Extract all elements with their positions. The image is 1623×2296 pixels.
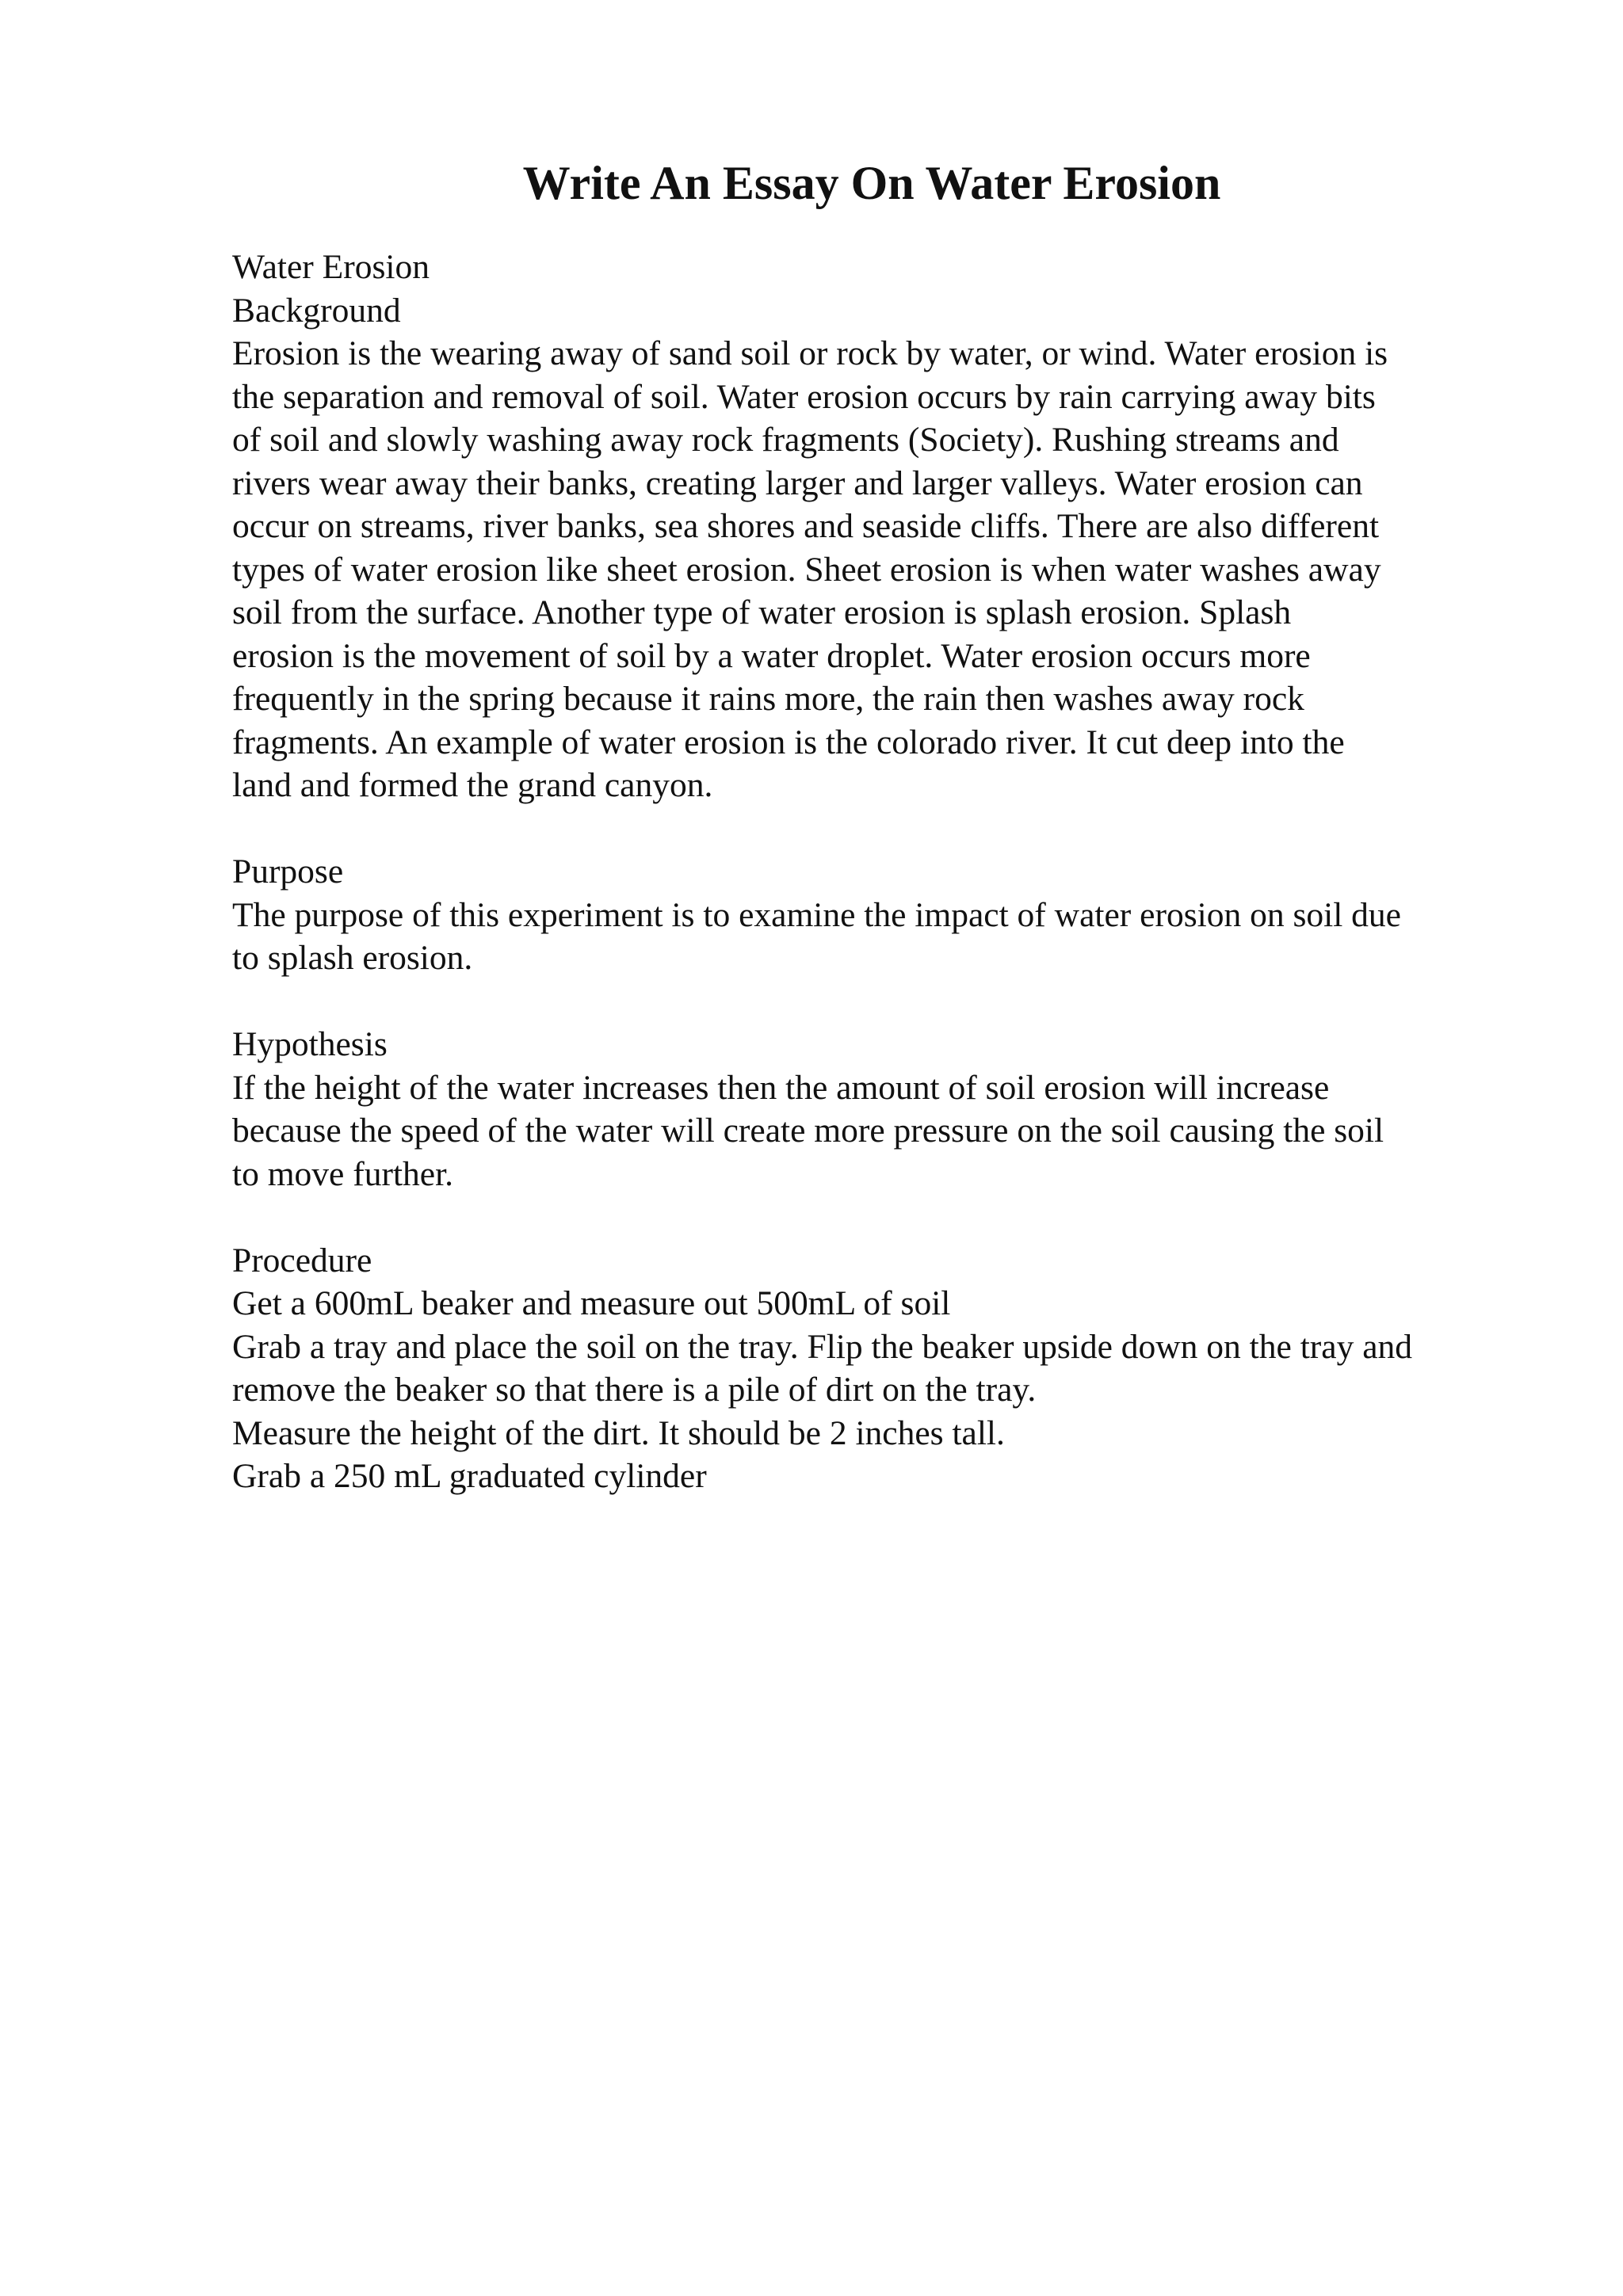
section-gap bbox=[232, 980, 1532, 1024]
paragraph-line: rivers wear away their banks, creating larger and larger valleys. Water erosion can bbox=[232, 463, 1363, 502]
paragraph-line: occur on streams, river banks, sea shores and seaside cliffs. There are also different bbox=[232, 507, 1380, 545]
paragraph-line: to move further. bbox=[232, 1154, 454, 1193]
section-gap bbox=[232, 807, 1532, 851]
section-hypothesis bbox=[232, 1023, 1532, 1196]
document-body bbox=[232, 246, 1532, 1498]
section-heading: Procedure bbox=[232, 1241, 372, 1280]
paragraph-line: because the speed of the water will create more pressure on the soil causing the soil bbox=[232, 1112, 1384, 1150]
procedure-step: remove the beaker so that there is a pile of dirt on the tray. bbox=[232, 1371, 1037, 1409]
paragraph-line: to splash erosion. bbox=[232, 939, 473, 977]
procedure-step: Grab a 250 mL graduated cylinder bbox=[232, 1457, 707, 1495]
section-heading: Purpose bbox=[232, 852, 344, 891]
page-title: Write An Essay On Water Erosion bbox=[522, 157, 1221, 209]
paragraph-line: land and formed the grand canyon. bbox=[232, 766, 713, 804]
paragraph-line: If the height of the water increases then the amount of soil erosion will increase bbox=[232, 1068, 1330, 1107]
paragraph-line: the separation and removal of soil. Water erosion occurs by rain carrying away bits bbox=[232, 377, 1376, 416]
procedure-step: Grab a tray and place the soil on the tray. Flip the beaker upside down on the tray and bbox=[232, 1327, 1413, 1366]
paragraph-line: fragments. An example of water erosion is the colorado river. It cut deep into the bbox=[232, 723, 1345, 761]
paragraph-line: The purpose of this experiment is to examine the impact of water erosion on soil due bbox=[232, 895, 1401, 934]
section-purpose bbox=[232, 850, 1532, 980]
paragraph-line: frequently in the spring because it rains more, the rain then washes away rock bbox=[232, 680, 1304, 718]
paragraph-line: of soil and slowly washing away rock fragments (Society). Rushing streams and bbox=[232, 421, 1339, 459]
section-gap bbox=[232, 1196, 1532, 1239]
section-heading: Water Erosion bbox=[232, 248, 430, 286]
paragraph-line: soil from the surface. Another type of water erosion is splash erosion. Splash bbox=[232, 593, 1292, 631]
procedure-step: Measure the height of the dirt. It should be 2 inches tall. bbox=[232, 1413, 1005, 1452]
section-background bbox=[232, 246, 1532, 807]
paragraph-line: types of water erosion like sheet erosion. Sheet erosion is when water washes away bbox=[232, 550, 1381, 589]
paragraph-line: Erosion is the wearing away of sand soil or rock by water, or wind. Water erosion is bbox=[232, 334, 1388, 372]
paragraph-line: erosion is the movement of soil by a water droplet. Water erosion occurs more bbox=[232, 636, 1311, 675]
section-procedure bbox=[232, 1239, 1532, 1498]
section-heading: Hypothesis bbox=[232, 1025, 388, 1063]
section-subheading: Background bbox=[232, 291, 401, 330]
procedure-step: Get a 600mL beaker and measure out 500mL of soil bbox=[232, 1284, 951, 1322]
